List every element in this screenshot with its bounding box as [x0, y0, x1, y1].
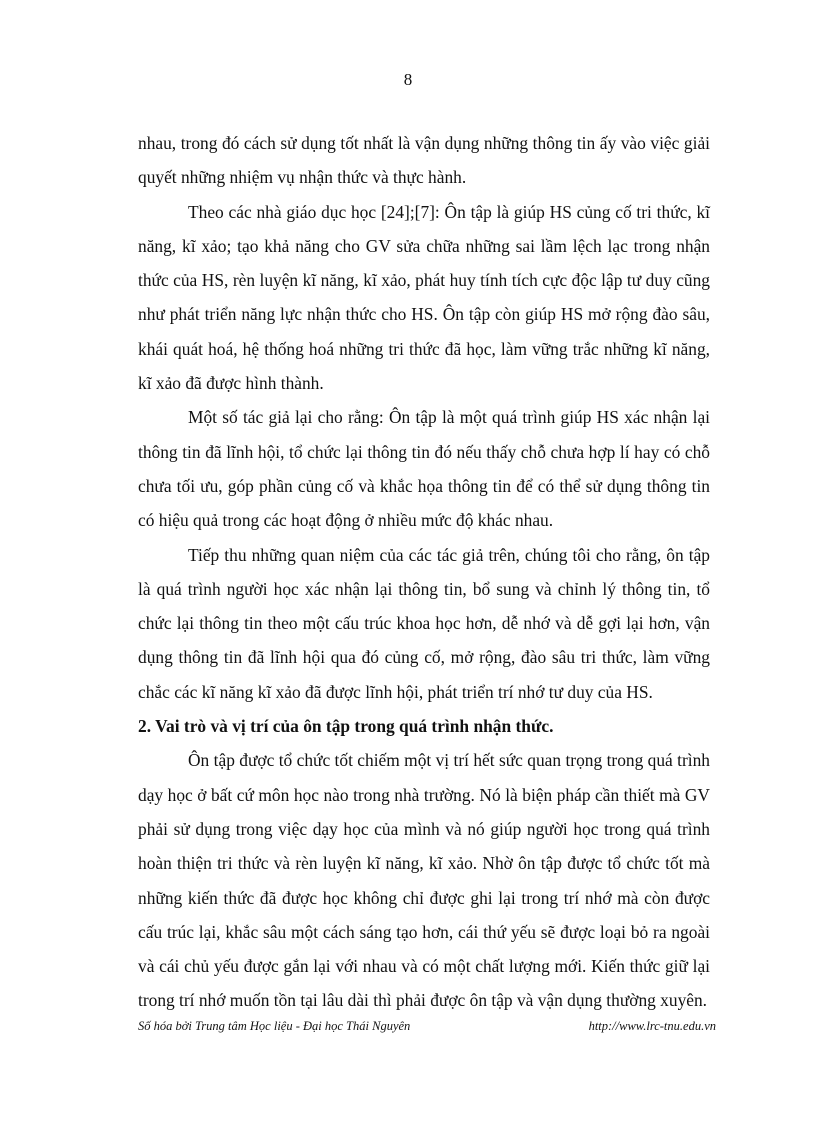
- paragraph-review-definition: Theo các nhà giáo dục học [24];[7]: Ôn tập là giúp HS củng cố tri thức, kĩ năng, kĩ xảo; tạo khả năng cho GV sửa chữa những sai lầm lệch lạc trong nhận thức của HS, rèn luyện kĩ năng, kĩ xảo, phát huy tính tích cực độc lập tư duy cũng như phát triển năng lực nhận thức cho HS. Ôn tập còn giúp HS mở rộng đào sâu, khái quát hoá, hệ thống hoá những tri thức đã học, làm vững trắc những kĩ năng, kĩ xảo đã được hình thành.: [138, 201, 710, 394]
- paragraph-authors-view: Một số tác giả lại cho rằng: Ôn tập là một quá trình giúp HS xác nhận lại thông tin đã lĩnh hội, tổ chức lại thông tin đó nếu thấy chỗ chưa hợp lí hay có chỗ chưa tối ưu, góp phần củng cố và khắc họa thông tin để có thể sử dụng thông tin có hiệu quả trong các hoạt động ở nhiều mức độ khác nhau.: [138, 407, 710, 531]
- page-number: 8: [403, 70, 413, 89]
- section-heading: 2. Vai trò và vị trí của ôn tập trong quá trình nhận thức.: [138, 716, 554, 737]
- footer-url: http://www.lrc-tnu.edu.vn: [588, 1019, 716, 1033]
- paragraph-our-view: Tiếp thu những quan niệm của các tác giả trên, chúng tôi cho rằng, ôn tập là quá trình người học xác nhận lại thông tin, bổ sung và chỉnh lý thông tin, tổ chức lại thông tin theo một cấu trúc khoa học hơn, dễ nhớ và dễ gợi lại hơn, vận dụng thông tin đã lĩnh hội qua đó củng cố, mở rộng, đào sâu tri thức, làm vững chắc các kĩ năng kĩ xảo đã được lĩnh hội, phát triển trí nhớ tư duy của HS.: [138, 544, 710, 702]
- footer-source-text: Số hóa bởi Trung tâm Học liệu - Đại học Thái Nguyên: [138, 1019, 411, 1033]
- paragraph-continuation: nhau, trong đó cách sử dụng tốt nhất là vận dụng những thông tin ấy vào việc giải quyết những nhiệm vụ nhận thức và thực hành.: [138, 133, 710, 188]
- paragraph-role-of-review: Ôn tập được tổ chức tốt chiếm một vị trí hết sức quan trọng trong quá trình dạy học ở bất cứ môn học nào trong nhà trường. Nó là biện pháp cần thiết mà GV phải sử dụng trong việc dạy học của mình và nó giúp người học trong quá trình hoàn thiện tri thức và rèn luyện kĩ năng, kĩ xảo. Nhờ ôn tập được tổ chức tốt mà những kiến thức đã được học không chỉ được ghi lại trong trí nhớ mà còn được cấu trúc lại, khắc sâu một cách sáng tạo hơn, cái thứ yếu sẽ được loại bỏ ra ngoài và cái chủ yếu được gắn lại với nhau và có một chất lượng mới. Kiến thức giữ lại trong trí nhớ muốn tồn tại lâu dài thì phải được ôn tập và vận dụng thường xuyên.: [138, 750, 710, 1011]
- document-body: [138, 126, 710, 1018]
